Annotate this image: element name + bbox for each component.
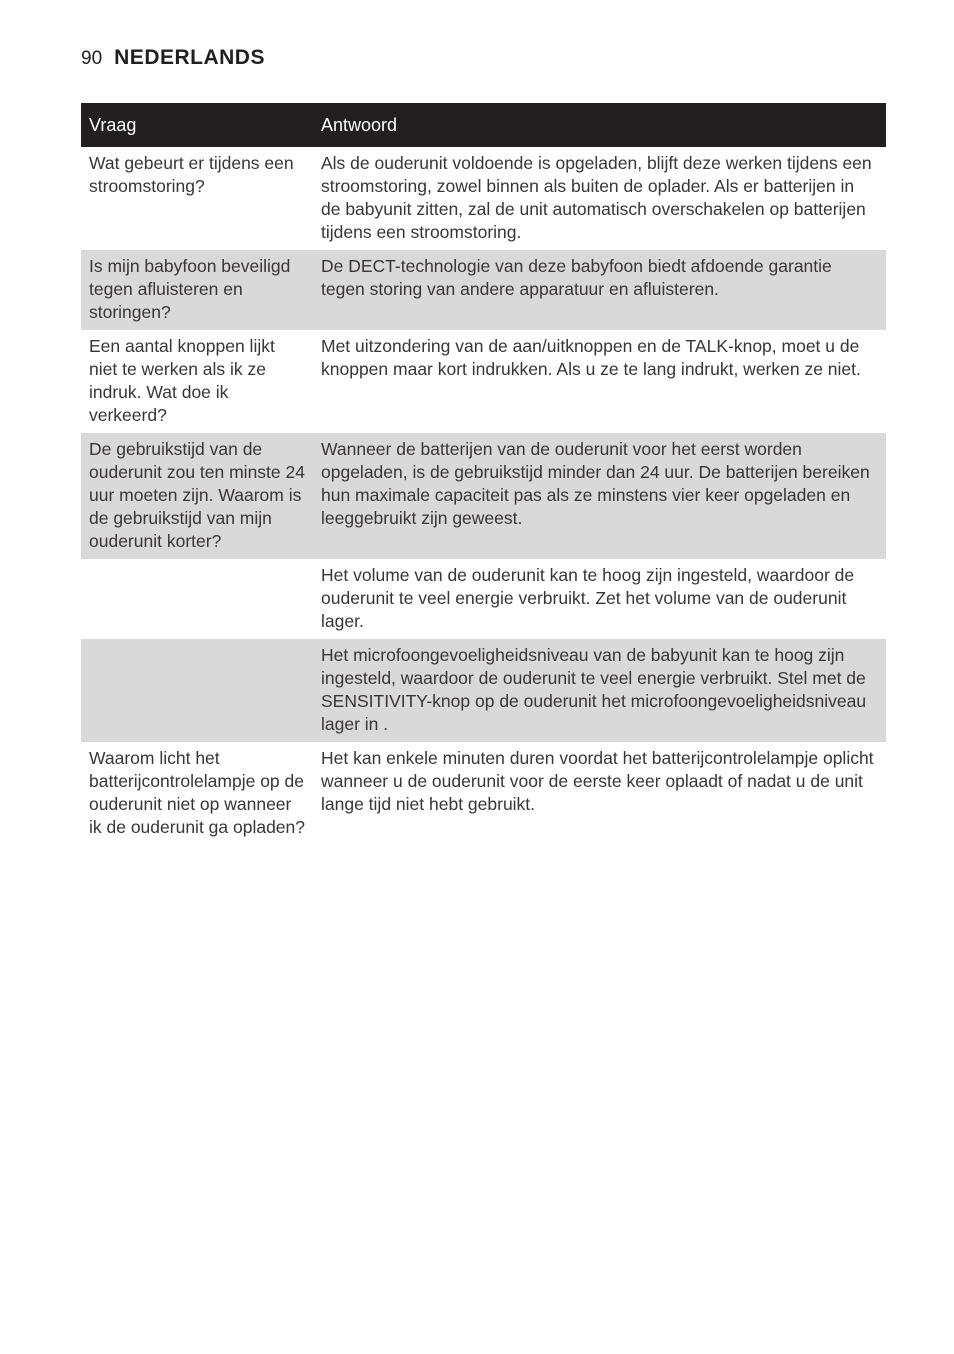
section-title: NEDERLANDS xyxy=(114,46,265,69)
answer-cell: Wanneer de batterijen van de ouderunit voor het eerst worden opgeladen, is de gebruikstijd minder dan 24 uur. De batterijen bereiken hun maximale capaciteit pas als ze minstens vier keer opgeladen en leeggebruikt zijn geweest. xyxy=(313,433,886,559)
table-row xyxy=(81,433,886,559)
faq-table xyxy=(81,103,886,845)
question-cell: Wat gebeurt er tijdens een stroomstoring? xyxy=(89,153,294,196)
question-cell: Waarom licht het batterijcontrolelampje op de ouderunit niet op wanneer ik de ouderunit ga opladen? xyxy=(89,748,306,837)
answer-cell: Het volume van de ouderunit kan te hoog zijn ingesteld, waardoor de ouderunit te veel energie verbruikt. Zet het volume van de ouderunit lager. xyxy=(321,565,855,631)
answer-cell: De DECT-technologie van deze babyfoon biedt afdoende garantie tegen storing van andere apparatuur en afluisteren. xyxy=(313,250,886,330)
answer-cell: Als de ouderunit voldoende is opgeladen, blijft deze werken tijdens een stroomstoring, zowel binnen als buiten de oplader. Als er batterijen in de babyunit zitten, zal de unit automatisch overschakelen op batterijen tijdens een stroomstoring. xyxy=(321,153,872,242)
question-cell xyxy=(81,639,313,742)
column-header-question: Vraag xyxy=(81,103,313,147)
column-header-answer: Antwoord xyxy=(313,103,886,147)
table-row xyxy=(81,639,886,742)
table-row xyxy=(81,330,886,433)
answer-cell: Het kan enkele minuten duren voordat het batterijcontrolelampje oplicht wanneer u de ouderunit voor de eerste keer oplaadt of nadat u de unit lange tijd niet hebt gebruikt. xyxy=(321,748,874,814)
question-cell: Een aantal knoppen lijkt niet te werken als ik ze indruk. Wat doe ik verkeerd? xyxy=(89,336,275,425)
question-cell: Is mijn babyfoon beveiligd tegen afluisteren en storingen? xyxy=(81,250,313,330)
table-row xyxy=(81,147,886,250)
answer-cell: Met uitzondering van de aan/uitknoppen en de TALK-knop, moet u de knoppen maar kort indrukken. Als u ze te lang indrukt, werken ze niet. xyxy=(321,336,861,379)
question-cell xyxy=(81,559,313,639)
table-row xyxy=(81,250,886,330)
page-header xyxy=(81,46,265,70)
table-header-row xyxy=(81,103,886,147)
table-row xyxy=(81,559,886,639)
question-cell: De gebruikstijd van de ouderunit zou ten minste 24 uur moeten zijn. Waarom is de gebruikstijd van mijn ouderunit korter? xyxy=(81,433,313,559)
page-number: 90 xyxy=(81,48,103,69)
answer-cell: Het microfoongevoeligheidsniveau van de babyunit kan te hoog zijn ingesteld, waardoor de ouderunit te veel energie verbruikt. Stel met de SENSITIVITY-knop op de ouderunit het microfoongevoeligheidsniveau lager in . xyxy=(313,639,886,742)
table-row xyxy=(81,742,886,845)
